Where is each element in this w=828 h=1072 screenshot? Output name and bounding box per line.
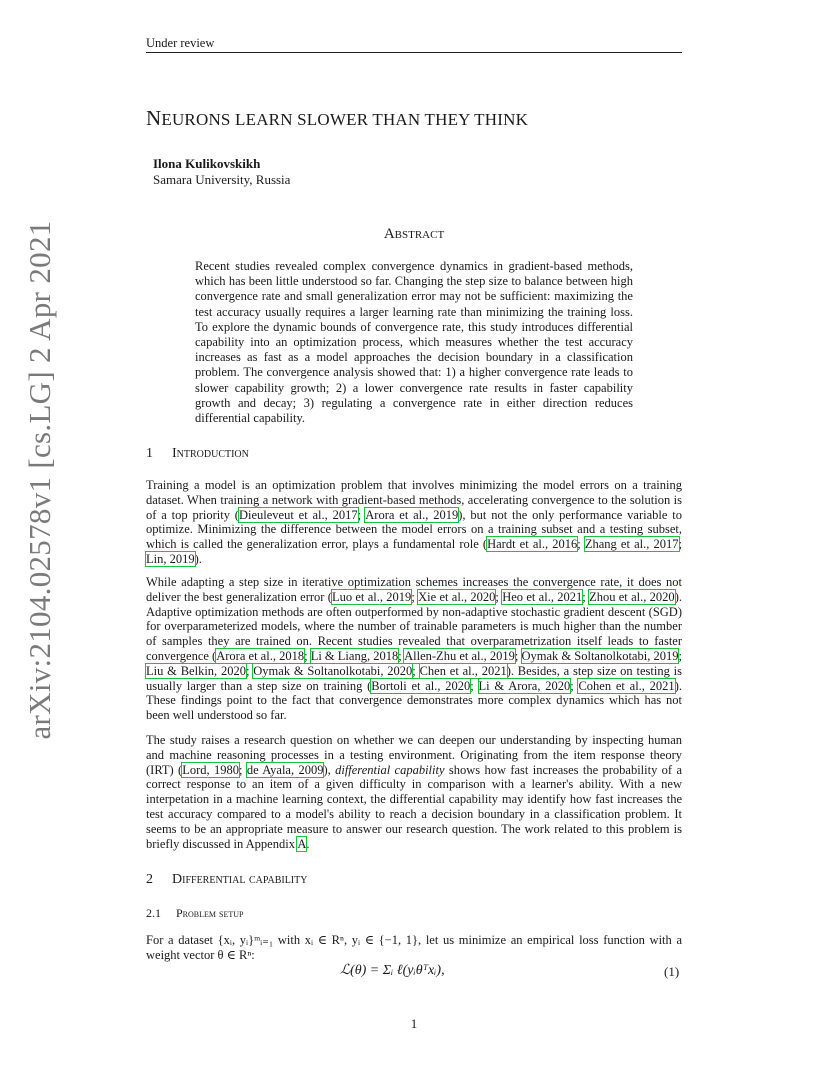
section-2-heading — [146, 872, 307, 888]
citation-link[interactable]: de Ayala, 2009 — [246, 762, 324, 777]
equation-number: (1) — [664, 964, 680, 979]
citation-link[interactable]: Luo et al., 2019 — [331, 589, 412, 604]
citation-link[interactable]: Hardt et al., 2016 — [487, 537, 578, 552]
text-run: ). These findings point to the fact that convergence demonstrates more complex dynamics which has not been well understood so far. — [146, 678, 682, 723]
citation-link[interactable]: Bortoli et al., 2020 — [371, 678, 471, 693]
citation-link[interactable]: Li & Liang, 2018 — [310, 648, 399, 663]
author-affiliation: Samara University, Russia — [153, 172, 291, 187]
citation-link[interactable]: Zhang et al., 2017 — [584, 537, 679, 552]
equation-1: ℒ(θ) = Σᵢ ℓ(yᵢθᵀxᵢ), — [340, 963, 445, 978]
text-run: The study raises a research question on whether we can deepen our understanding by inspecting human and machine reasoning processes in a testing environment. Originating from the item response theory (IRT) ( — [146, 733, 682, 777]
citation-link[interactable]: Arora et al., 2019 — [365, 507, 459, 522]
section-title: Introduction — [172, 446, 249, 461]
citation-link[interactable]: Zhou et al., 2020 — [589, 589, 675, 604]
citation-link[interactable]: Oymak & Soltanolkotabi, 2019 — [521, 648, 679, 663]
text-run: ). — [194, 551, 202, 566]
text-run: While adapting a step size in iterative optimization schemes increases the convergence rate, it does not deliver the best generalization error ( — [146, 575, 682, 604]
citation-link[interactable]: Arora et al., 2018 — [216, 648, 305, 663]
subsection-number: 2.1 — [146, 906, 161, 920]
text-run: ). Adaptive optimization methods are often outperformed by non-adaptive stochastic gradient descent (SGD) for overparameterized models, where the number of trainable parameters is much higher than the number of samples they are trained on. Recent studies revealed that overparametrization itself leads to faster convergence ( — [146, 589, 682, 663]
text-run: ), but not the only performance variable to optimize. Minimizing the difference between the model errors on a training subset and a testing subset, which is called the generalization error, plays a fundamental role ( — [146, 507, 683, 552]
text-run: shows how fast increases the probability of a correct response to an item of a given difficulty in comparison with a learner's ability. With a new interpetation in a machine learning context, the differential capability may identify how fast increases the test accuracy compared to a model's ability to reach a decision boundary in a classification problem. It seems to be an appropriate measure to answer our research question. The work related to this problem is briefly discussed in Appendix — [146, 762, 682, 851]
title-initial: N — [146, 106, 162, 130]
intro-paragraph-1: Training a model is an optimization problem that involves minimizing the model errors on a training dataset. When training a network with gradient-based methods, accelerating convergence to the solution is of a top priority (Dieuleveut et al., 2017; Arora et al., 2019), but not the only performance variable to optimize. Minimizing the difference between the model errors on a training subset and a testing subset, which is called the generalization error, plays a fundamental role (Hardt et al., 2016; Zhang et al., 2017; Lin, 2019). — [146, 478, 683, 566]
citation-link[interactable]: Li & Arora, 2020 — [478, 678, 571, 693]
setup-paragraph: For a dataset {xᵢ, yᵢ}ᵐᵢ₌₁ with xᵢ ∈ Rⁿ, yᵢ ∈ {−1, 1}, let us minimize an empirical loss function with a weight vector θ ∈ Rⁿ: — [146, 933, 682, 962]
citation-link[interactable]: Chen et al., 2021 — [419, 663, 507, 678]
subsection-2-1-heading — [146, 906, 243, 921]
text-run: Training a model is an optimization problem that involves minimizing the model errors on a training dataset. When training a network with gradient-based methods, accelerating convergence to the solution is of a top priority ( — [146, 478, 682, 522]
citation-link[interactable]: Cohen et al., 2021 — [578, 678, 675, 693]
section-number: 2 — [146, 872, 153, 887]
section-title: Differential capability — [172, 872, 308, 887]
text-run: ), — [323, 762, 336, 777]
section-number: 1 — [146, 446, 153, 461]
section-1-heading — [146, 446, 249, 462]
citation-link[interactable]: Allen-Zhu et al., 2019 — [404, 648, 515, 663]
citation-link[interactable]: Dieuleveut et al., 2017 — [238, 507, 358, 522]
author-name: Ilona Kulikovskikh — [153, 156, 261, 171]
intro-paragraph-3: The study raises a research question on whether we can deepen our understanding by inspecting human and machine reasoning processes in a testing environment. Originating from the item response theory (IRT) (Lord, 1980; de Ayala, 2009), differential capability shows how fast increases the probability of a correct response to an item of a given difficulty in comparison with a learner's ability. With a new interpetation in a machine learning context, the differential capability may identify how fast increases the test accuracy compared to a model's ability to reach a decision boundary in a classification problem. It seems to be an appropriate measure to answer our research question. The work related to this problem is briefly discussed in Appendix A. — [146, 733, 682, 851]
citation-link[interactable]: Heo et al., 2021 — [502, 589, 583, 604]
running-head: Under review — [146, 36, 215, 50]
citation-link[interactable]: Lord, 1980 — [182, 762, 239, 777]
citation-link[interactable]: Liu & Belkin, 2020 — [146, 663, 246, 678]
citation-link[interactable]: Xie et al., 2020 — [418, 589, 496, 604]
subsection-title: Problem setup — [176, 906, 244, 920]
text-run: ). Besides, a step size on testing is usually larger than a step size on training ( — [146, 663, 682, 693]
citation-link[interactable]: Oymak & Soltanolkotabi, 2020 — [253, 663, 413, 678]
page-number: 1 — [410, 1016, 418, 1031]
title-rest: EURONS LEARN SLOWER THAN THEY THINK — [161, 110, 529, 129]
paper-title — [146, 106, 706, 131]
appendix-link[interactable]: A — [297, 836, 307, 851]
intro-paragraph-2: While adapting a step size in iterative optimization schemes increases the convergence rate, it does not deliver the best generalization error (Luo et al., 2019; Xie et al., 2020; Heo et al., 2021; Zhou et al., 2020). Adaptive optimization methods are often outperformed by non-adaptive stochastic gradient descent (SGD) for overparameterized models, where the number of trainable parameters is much higher than the number of samples they are trained on. Recent studies revealed that overparametrization itself leads to faster convergence (Arora et al., 2018; Li & Liang, 2018; Allen-Zhu et al., 2019; Oymak & Soltanolkotabi, 2019; Liu & Belkin, 2020; Oymak & Soltanolkotabi, 2020; Chen et al., 2021). Besides, a step size on testing is usually larger than a step size on training (Bortoli et al., 2020; Li & Arora, 2020; Cohen et al., 2021). These findings point to the fact that convergence demonstrates more complex dynamics which has not been well understood so far. — [146, 575, 682, 723]
abstract-text: Recent studies revealed complex convergence dynamics in gradient-based methods, which has been little understood so far. Changing the step size to balance between high convergence rate and small generalization error may not be sufficient: maximizing the test accuracy usually requires a larger learning rate than minimizing the training loss. To explore the dynamic bounds of convergence rate, this study introduces differential capability into an optimization process, which measures whether the test accuracy increases as fast as a model approaches the decision boundary in a classification problem. The convergence analysis showed that: 1) a higher convergence rate leads to slower capability growth; 2) a lower convergence rate results in faster capability growth and decay; 3) regulating a convergence rate in either direction reduces differential capability. — [195, 259, 633, 426]
abstract-heading: Abstract — [383, 226, 445, 242]
header-rule — [146, 52, 682, 53]
author-block — [153, 156, 290, 188]
emphasis-text: differential capability — [335, 762, 445, 777]
arxiv-stamp: arXiv:2104.02578v1 [cs.LG] 2 Apr 2021 — [22, 220, 57, 740]
citation-link[interactable]: Lin, 2019 — [146, 551, 195, 566]
text-run: . — [306, 836, 310, 851]
